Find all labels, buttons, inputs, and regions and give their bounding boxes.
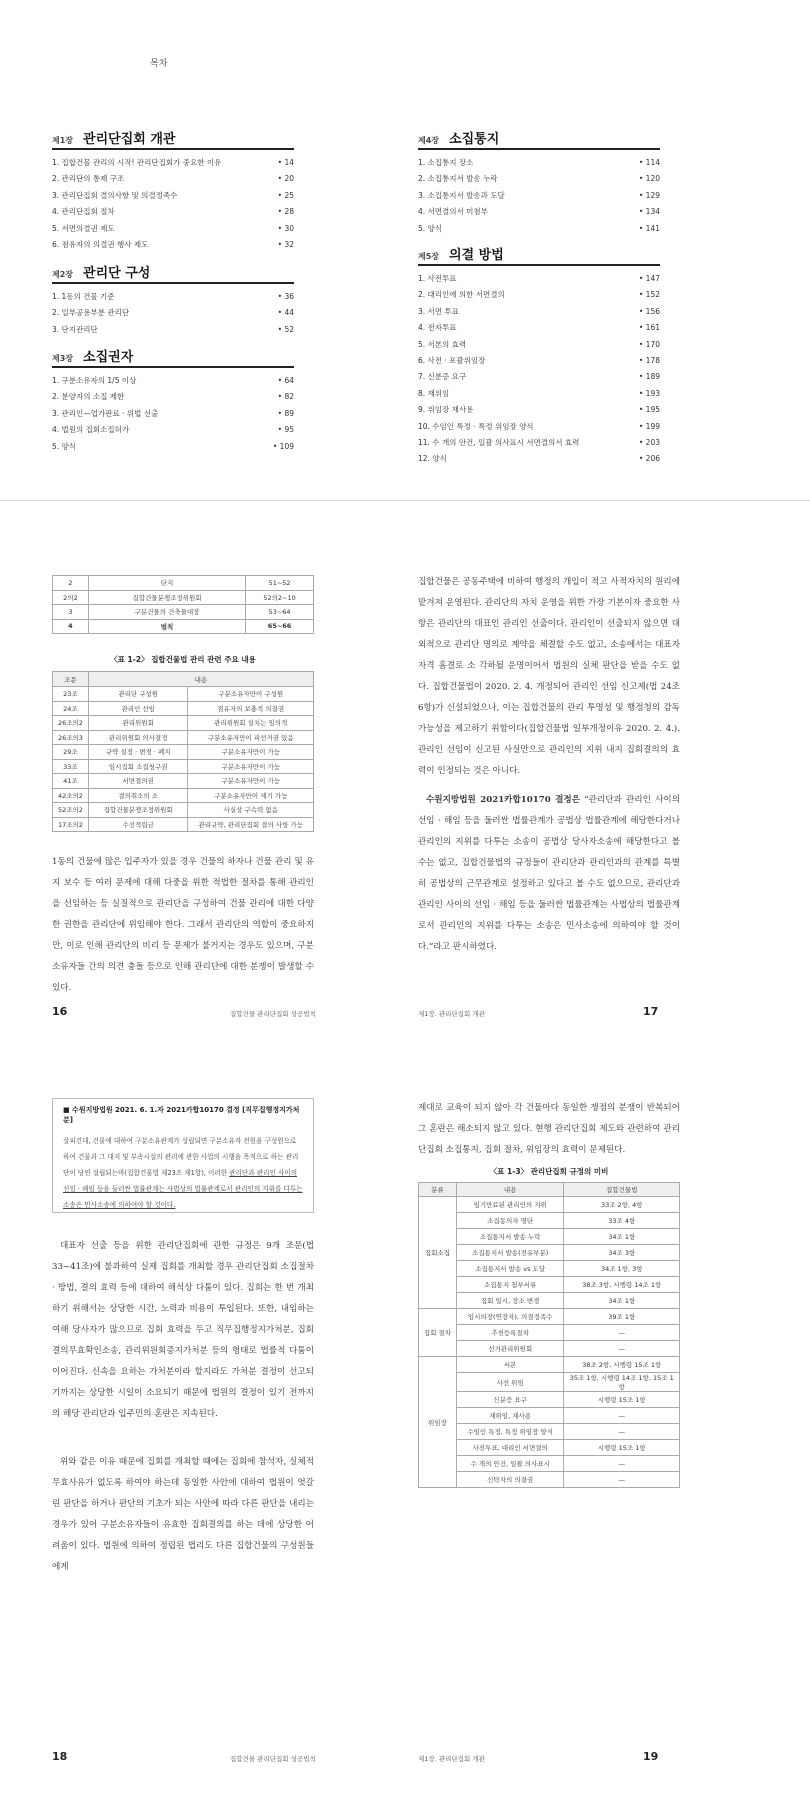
toc-entry-page: • 147 bbox=[638, 274, 660, 283]
toc-entry-page: • 52 bbox=[277, 324, 294, 334]
toc-entry[interactable] bbox=[52, 439, 294, 455]
toc-entry-page: • 170 bbox=[638, 339, 660, 349]
table-cell: 24조 bbox=[53, 701, 89, 716]
table-row bbox=[53, 590, 314, 605]
toc-entry-page: • 189 bbox=[638, 372, 660, 382]
table-row bbox=[53, 788, 314, 803]
table-row bbox=[53, 817, 314, 832]
table-row bbox=[419, 1245, 680, 1261]
table-cell: — bbox=[564, 1325, 680, 1341]
toc-entry-page: • 44 bbox=[277, 308, 294, 318]
p18-body-2: 위와 같은 이유 때문에 집회를 개최할 때에는 집회에 참석자, 실체적 무효사유가 없도록 하여야 하는데 동일한 사안에 대하여 법원이 엇갈린 판단을 하거나 판단의 기초가 되는 사안에 따라 다른 판단을 내리는 경우가 있어 구분소유자들이 유효한 집회결의를 하는 데에 상당한 어려움이 있다. 법원에 의하여 정립된 법리도 다른 집합건물의 구성원들에게 bbox=[52, 1457, 314, 1572]
toc-entry-title: 2. 관리단의 통제 구조 bbox=[52, 174, 125, 184]
table-cell: 구분소유자만이 가능 bbox=[188, 774, 314, 789]
toc-entry-title: 5. 서본의 효력 bbox=[418, 339, 467, 349]
toc-entry[interactable] bbox=[418, 353, 660, 369]
table-cell: 33조 bbox=[53, 759, 89, 774]
toc-entry[interactable] bbox=[418, 419, 660, 435]
table-row bbox=[419, 1456, 680, 1472]
toc-entry-page: • 14 bbox=[277, 158, 294, 167]
toc-entry[interactable] bbox=[418, 188, 660, 204]
toc-entry-title: 2. 소집통지서 발송 누락 bbox=[418, 174, 498, 184]
table-row bbox=[53, 759, 314, 774]
toc-entry-page: • 20 bbox=[277, 174, 294, 184]
table-cell: 시행령 15조 1항 bbox=[564, 1392, 680, 1408]
table-cell: 수선적립금 bbox=[88, 817, 188, 832]
toc-entry-page: • 203 bbox=[638, 438, 660, 448]
table-row bbox=[419, 1261, 680, 1277]
table-cell: 선거관리위원회 bbox=[456, 1341, 564, 1357]
toc-entry-page: • 120 bbox=[638, 174, 660, 184]
p16-body: 1동의 건물에 많은 입주자가 있을 경우 건물의 하자나 건물 관리 및 유지 보수 등 여러 문제에 대해 다중을 위한 적법한 절차를 통해 관리인을 선임하는 등 실질적으로 관리단을 구성하여 건물 관리에 대한 다양한 권한을 관리단에 위임해야 한다. 그래서 관리단의 역할이 중요하지만, 이로 인해 관리단의 비리 등 문제가 불거지는 경우도 있으며, 구분소유자들 간의 의견 충돌 등으로 인해 관리단에 대한 분쟁이 발생할 수 있다. bbox=[52, 857, 314, 993]
toc-entry-page: • 36 bbox=[277, 292, 294, 301]
table-cell: 벌칙 bbox=[88, 619, 245, 634]
toc-entry[interactable] bbox=[52, 373, 294, 389]
p18-box-title: ■ 수원지방법원 2021. 6. 1.자 2021카합10170 결정 [직무집행정지가처분] bbox=[63, 1106, 300, 1124]
toc-entry[interactable] bbox=[418, 204, 660, 220]
table-cell: 결의취소의 소 bbox=[88, 788, 188, 803]
toc-entry[interactable] bbox=[418, 386, 660, 402]
p17-body-1: 집합건물은 공동주택에 비하여 행정의 개입이 적고 사적자치의 원리에 맡겨져 운영된다. 관리단의 자치 운영을 위한 가장 기본이자 중요한 사항은 관리단의 대표인 관리인 선출이다. 관리인이 선출되지 않으면 대외적으로 관리단 명의로 계약을 체결할 수도 없고, 소송에서는 대표자 자격 흠결로 소 각하될 운명이어서 법원의 실체 판단을 받을 수도 없다. 집합건물법이 2020. 2. 4. 개정되어 관리인 선임 신고제(법 24조 6항)가 신설되었으나, 이는 집합건물의 관리 투명성 및 행정청의 감독 가능성을 제고하기 위함이다(집합건물법 일부개정이유 2020. 2. 4.). 관리인 선임이 신고된 사실만으로 관리인의 지위 내지 집회결의의 효력이 인정되는 것은 아니다. bbox=[418, 577, 680, 776]
table-cell: 임시집회 소집청구권 bbox=[88, 759, 188, 774]
toc-entry-title: 3. 관리인—업가판료 · 위법 선출 bbox=[52, 408, 159, 418]
table-cell: 구분소유자만이 피선거권 있음 bbox=[188, 730, 314, 745]
group-label: 위임장 bbox=[419, 1357, 457, 1488]
table-row bbox=[419, 1357, 680, 1373]
table-row bbox=[419, 1277, 680, 1293]
toc-entry-title: 3. 소집통지서 발송과 도달 bbox=[418, 190, 505, 200]
table-cell: 서본 bbox=[456, 1357, 564, 1373]
table-cell: 수 개의 안건, 일괄 의사표시 bbox=[456, 1456, 564, 1472]
toc-entry[interactable] bbox=[418, 221, 660, 237]
table-cell: 23조 bbox=[53, 687, 89, 702]
toc-entry[interactable] bbox=[418, 337, 660, 353]
table-cell: 17조의2 bbox=[53, 817, 89, 832]
toc-entry-page: • 178 bbox=[638, 356, 660, 366]
p18-body-1: 대표자 선출 등을 위한 관리단집회에 관한 규정은 9개 조문(법 33~41조)에 불과하여 실제 집회를 개최할 경우 관리단집회 소집절차 · 방법, 결의 효력 등에 대하여 해석상 다툼이 있다. 집회는 한 번 개최하기 위해서는 상당한 시간, 노력과 비용이 투입된다. 또한, 내임하는 여해 당사자가 많으므로 집회 효력을 두고 직무집행정지가처분, 집회결의무효확인소송, 관리위원회증지가처분 등의 형태로 법률적 다툼이 이어진다. 신속을 요하는 가처분이라 할지라도 가처분 결정이 선고되기까지는 상당한 시일이 소요되기 때문에 법원의 결정이 있기 전까지의 해당 관리단과 입주민의 혼란은 지속된다. bbox=[52, 1241, 314, 1419]
toc-entry-title: 2. 일부공용부분 관리단 bbox=[52, 308, 130, 318]
p17-footer: 제1장. 관리단집회 개관 bbox=[418, 1010, 485, 1018]
table-cell: 소집통지서 발송 누락 bbox=[456, 1229, 564, 1245]
table-cell: 소집통지서 발송 vs 도달 bbox=[456, 1261, 564, 1277]
toc-entry-title: 3. 서면 투표 bbox=[418, 306, 459, 316]
table-row bbox=[419, 1197, 680, 1213]
p18-page-number: 18 bbox=[52, 1750, 68, 1763]
toc-entry[interactable] bbox=[418, 402, 660, 418]
toc-entry[interactable] bbox=[52, 406, 294, 422]
toc-entry-page: • 28 bbox=[277, 207, 294, 217]
table-cell: 임기만료된 관리인의 지위 bbox=[456, 1197, 564, 1213]
table-cell: 재위임, 재사용 bbox=[456, 1408, 564, 1424]
toc-entry[interactable] bbox=[52, 188, 294, 204]
chapter-number: 제1장 bbox=[52, 136, 74, 145]
toc-entry-page: • 141 bbox=[638, 223, 660, 233]
chapter-heading bbox=[52, 128, 175, 147]
table-row bbox=[419, 1213, 680, 1229]
table-row bbox=[53, 745, 314, 760]
table-cell: 관리단 구성원 bbox=[88, 687, 188, 702]
toc-entry-page: • 114 bbox=[638, 158, 660, 167]
table-row bbox=[53, 774, 314, 789]
toc-entry-page: • 25 bbox=[277, 190, 294, 200]
p17-page-number: 17 bbox=[643, 1005, 659, 1018]
th-article: 조문 bbox=[53, 672, 89, 687]
toc-entry-title: 2. 대리인에 의한 서면결의 bbox=[418, 290, 505, 300]
toc-entry-title: 5. 양식 bbox=[418, 223, 443, 233]
chapter-toc-list bbox=[418, 271, 660, 468]
toc-entry[interactable] bbox=[52, 221, 294, 237]
th-category: 분류 bbox=[419, 1183, 457, 1197]
toc-entry-title: 7. 신분증 요구 bbox=[418, 372, 467, 382]
chapter-heading bbox=[418, 244, 504, 263]
toc-entry-title: 4. 서면결의서 미첨부 bbox=[418, 207, 488, 217]
toc-entry[interactable] bbox=[418, 320, 660, 336]
toc-entry[interactable] bbox=[52, 204, 294, 220]
table-row bbox=[419, 1293, 680, 1309]
toc-entry-page: • 95 bbox=[277, 425, 294, 435]
p16-chapter-table bbox=[52, 575, 314, 634]
table-cell: 관리위원회 설치는 임의적 bbox=[188, 716, 314, 731]
toc-entry[interactable] bbox=[52, 422, 294, 438]
toc-entry-title: 3. 관리단집회 결의사항 및 의결정족수 bbox=[52, 190, 178, 200]
group-label: 집회소집 bbox=[419, 1197, 457, 1309]
toc-entry[interactable] bbox=[418, 369, 660, 385]
table-cell: 2의2 bbox=[53, 590, 89, 605]
toc-entry-page: • 152 bbox=[638, 290, 660, 300]
table-cell: 39조 1항 bbox=[564, 1309, 680, 1325]
table-cell: 사전 위임 bbox=[456, 1373, 564, 1392]
table-cell: 소집통지 첨부서류 bbox=[456, 1277, 564, 1293]
table-cell: 35조 1항, 시행령 14조 1항, 15조 1항 bbox=[564, 1373, 680, 1392]
toc-entry-page: • 195 bbox=[638, 405, 660, 415]
toc-entry[interactable] bbox=[52, 289, 294, 305]
table-cell: 34조 1항 bbox=[564, 1229, 680, 1245]
table-cell: 33조 4항 bbox=[564, 1213, 680, 1229]
toc-entry[interactable] bbox=[52, 155, 294, 171]
table-cell: 구분소유자만이 가능 bbox=[188, 759, 314, 774]
toc-entry-title: 3. 단지관리단 bbox=[52, 324, 98, 334]
chapter-toc-list bbox=[52, 373, 294, 455]
table-cell: 수임인 특정, 특정 위임장 양식 bbox=[456, 1424, 564, 1440]
toc-entry-page: • 64 bbox=[277, 376, 294, 385]
table-cell: 신탁자의 의결권 bbox=[456, 1472, 564, 1488]
table-row bbox=[419, 1408, 680, 1424]
toc-entry-title: 4. 관리단집회 절차 bbox=[52, 207, 115, 217]
table-cell: 사실상 구속력 없음 bbox=[188, 803, 314, 818]
p17-body-2: 수원지방법원 2021카합10170 결정은 “관리단과 관리인 사이의 선임 · 해임 등을 둘러싼 법률관계가 공법상 법률관계에 해당한다거나 관리인의 지위를 다투는 소송이 공법상 당사자소송에 해당한다고 볼 수는 없고, 집합건물법의 규정들이 관리단과 관리인과의 관계를 특별히 공법상의 근무관계로 설정하고 있다고 볼 수도 없으므로, 관리단과 관리인 사이의 선임 · 해임 등을 둘러싼 법률관계는 사법상의 법률관계로서 관리인의 지위를 다투는 소송은 민사소송에 의하여야 할 것이다.”라고 판시하였다. bbox=[418, 795, 680, 952]
table-row bbox=[419, 1373, 680, 1392]
toc-entry-title: 6. 점유자의 의결권 행사 제도 bbox=[52, 240, 149, 250]
chapter-title: 의결 방법 bbox=[449, 248, 504, 263]
chapter-heading bbox=[418, 128, 499, 147]
table-cell: 33조 2항, 4항 bbox=[564, 1197, 680, 1213]
chapter-toc-list bbox=[52, 289, 294, 338]
table-cell: 52의2~10 bbox=[246, 590, 314, 605]
table-cell: 4 bbox=[53, 619, 89, 634]
chapter-title: 소집권자 bbox=[83, 350, 134, 365]
toc-entry-title: 4. 법원의 집회소집허가 bbox=[52, 425, 130, 435]
table-cell: 임시의장(연장자), 의결정족수 bbox=[456, 1309, 564, 1325]
table-row bbox=[53, 687, 314, 702]
table-row bbox=[53, 730, 314, 745]
table-cell: 관리위원회 bbox=[88, 716, 188, 731]
toc-entry-title: 1. 집합건물 관리의 시작! 관리단집회가 중요한 이유 bbox=[52, 158, 222, 167]
toc-entry-page: • 129 bbox=[638, 190, 660, 200]
table-cell: 소집통지서 발송(전유부분) bbox=[456, 1245, 564, 1261]
toc-entry-title: 4. 전자투표 bbox=[418, 323, 457, 333]
toc-entry[interactable] bbox=[418, 171, 660, 187]
chapter-number: 제5장 bbox=[418, 252, 440, 261]
chapter-number: 제4장 bbox=[418, 136, 440, 145]
chapter-toc-list bbox=[418, 155, 660, 237]
toc-header: 목차 bbox=[150, 59, 168, 69]
p16-main-table bbox=[52, 671, 314, 832]
toc-entry-title: 5. 서면의결권 제도 bbox=[52, 223, 115, 233]
toc-entry[interactable] bbox=[418, 435, 660, 451]
toc-entry[interactable] bbox=[418, 451, 660, 467]
chapter-rule bbox=[52, 282, 294, 284]
table-cell: 구분소유자만이 제기 가능 bbox=[188, 788, 314, 803]
toc-entry-title: 1. 사전투표 bbox=[418, 274, 457, 283]
table-cell: 단지 bbox=[88, 576, 245, 591]
table-cell: 구분건물의 건축물대장 bbox=[88, 605, 245, 620]
table-row bbox=[419, 1440, 680, 1456]
chapter-number: 제2장 bbox=[52, 270, 74, 279]
group-label: 집회 절차 bbox=[419, 1309, 457, 1357]
table-cell: 집회 일시, 장소 변경 bbox=[456, 1293, 564, 1309]
toc-entry-title: 8. 재위임 bbox=[418, 388, 450, 398]
table-cell: 34조 3항 bbox=[564, 1245, 680, 1261]
table-cell: 3 bbox=[53, 605, 89, 620]
toc-entry-title: 2. 분양자의 소집 제한 bbox=[52, 392, 125, 402]
toc-entry[interactable] bbox=[418, 155, 660, 171]
table-row bbox=[419, 1472, 680, 1488]
table-cell: 소집동의자 명단 bbox=[456, 1213, 564, 1229]
chapter-toc-list bbox=[52, 155, 294, 253]
chapter-rule bbox=[52, 148, 294, 150]
toc-entry[interactable] bbox=[52, 389, 294, 405]
table-cell: — bbox=[564, 1424, 680, 1440]
toc-entry-title: 1. 소집통지 장소 bbox=[418, 158, 474, 167]
p16-footer: 집합건물 관리단집회 성공법칙 bbox=[230, 1010, 316, 1018]
table-row bbox=[419, 1424, 680, 1440]
table-cell: 추천등록절차 bbox=[456, 1325, 564, 1341]
p18-ruling-box bbox=[52, 1098, 314, 1213]
table-cell: 52조의2 bbox=[53, 803, 89, 818]
table-row bbox=[53, 803, 314, 818]
table-row bbox=[53, 619, 314, 634]
table-cell: 38조 2항, 시행령 15조 1항 bbox=[564, 1357, 680, 1373]
toc-entry-page: • 206 bbox=[638, 454, 660, 464]
toc-entry-title: 1. 구분소유자의 1/5 이상 bbox=[52, 376, 137, 385]
toc-entry[interactable] bbox=[418, 304, 660, 320]
table-cell: 2 bbox=[53, 576, 89, 591]
table-cell: 집합건물분쟁조정위원회 bbox=[88, 803, 188, 818]
toc-entry-page: • 134 bbox=[638, 207, 660, 217]
table-cell: 51~52 bbox=[246, 576, 314, 591]
th-content: 내용 bbox=[456, 1183, 564, 1197]
toc-entry-title: 1. 1동의 건물 기준 bbox=[52, 292, 115, 301]
p18-box-text: 살피건대, 건물에 대하여 구분소유관계가 성립되면 구분소유자 전원을 구성원으로 하여 건물과 그 대지 및 부속시설의 관리에 관한 사업의 시행을 목적으로 하는 관리단이 당연 설립되는바(집합건물법 제23조 제1항), 이러한 관리단과 관리인 사이의 선임 · 해임 등을 둘러싼 법률관계는 사법상의 법률관계로서 관리인의 지위를 다투는 소송은 민사소송에 의하여야 할 것이다. bbox=[63, 1137, 303, 1209]
table-row bbox=[419, 1341, 680, 1357]
p19-body: 제대로 교육이 되지 않아 각 건물마다 동일한 쟁점의 분쟁이 반복되어 그 혼란은 해소되지 않고 있다. 현행 관리단집회 제도와 관련하여 관리단집회 소집통지, 집회 절차, 위임장의 효력이 문제된다. bbox=[418, 1103, 680, 1155]
toc-entry-page: • 161 bbox=[638, 323, 660, 333]
table-cell: — bbox=[564, 1456, 680, 1472]
toc-entry[interactable] bbox=[418, 271, 660, 287]
p19-table-caption: 〈표 1-3〉 관리단집회 규정의 미비 bbox=[489, 1167, 609, 1176]
table-row bbox=[419, 1325, 680, 1341]
table-row bbox=[419, 1392, 680, 1408]
table-cell: 사전투표, 대리인 서면결의 bbox=[456, 1440, 564, 1456]
chapter-rule bbox=[418, 148, 660, 150]
table-cell: 26조의3 bbox=[53, 730, 89, 745]
table-cell: 시행령 15조 1항 bbox=[564, 1440, 680, 1456]
chapter-title: 관리단집회 개관 bbox=[83, 132, 176, 147]
chapter-heading bbox=[52, 262, 150, 281]
chapter-rule bbox=[52, 366, 294, 368]
table-cell: 38조 3항, 시행령 14조 1항 bbox=[564, 1277, 680, 1293]
table-cell: 집합건물분쟁조정위원회 bbox=[88, 590, 245, 605]
toc-entry-page: • 82 bbox=[277, 392, 294, 402]
th-content: 내용 bbox=[88, 672, 313, 687]
toc-entry-title: 10. 수임인 특정 · 특정 위임장 양식 bbox=[418, 421, 534, 431]
table-cell: 26조의2 bbox=[53, 716, 89, 731]
toc-entry-page: • 109 bbox=[272, 441, 294, 451]
table-cell: — bbox=[564, 1472, 680, 1488]
p18-footer: 집합건물 관리단집회 성공법칙 bbox=[230, 1755, 316, 1763]
chapter-rule bbox=[418, 264, 660, 266]
table-cell: 구분소유자만이 구성원 bbox=[188, 687, 314, 702]
toc-entry-page: • 193 bbox=[638, 388, 660, 398]
table-cell: — bbox=[564, 1341, 680, 1357]
p19-table bbox=[418, 1182, 680, 1488]
toc-entry-title: 5. 양식 bbox=[52, 441, 77, 451]
toc-entry[interactable] bbox=[52, 237, 294, 253]
toc-entry-title: 11. 수 개의 안건, 일괄 의사표시 서면결의서 효력 bbox=[418, 438, 580, 448]
p16-page-number: 16 bbox=[52, 1005, 68, 1018]
table-cell: 신분증 요구 bbox=[456, 1392, 564, 1408]
p16-table-caption: 〈표 1-2〉 집합건물법 관리 관련 주요 내용 bbox=[110, 655, 256, 664]
table-cell: 41조 bbox=[53, 774, 89, 789]
chapter-heading bbox=[52, 346, 133, 365]
toc-entry[interactable] bbox=[418, 287, 660, 303]
chapter-number: 제3장 bbox=[52, 354, 74, 363]
table-cell: 서면결의권 bbox=[88, 774, 188, 789]
table-cell: 34조 1항 bbox=[564, 1293, 680, 1309]
table-cell: 관리인 선임 bbox=[88, 701, 188, 716]
table-row bbox=[53, 576, 314, 591]
toc-entry[interactable] bbox=[52, 171, 294, 187]
table-cell: 29조 bbox=[53, 745, 89, 760]
table-row bbox=[53, 605, 314, 620]
p19-page-number: 19 bbox=[643, 1750, 659, 1763]
table-cell: 53~64 bbox=[246, 605, 314, 620]
table-cell: 관리규약, 관리단집회 결의 사항 가능 bbox=[188, 817, 314, 832]
table-cell: 점유자의 보충적 의결권 bbox=[188, 701, 314, 716]
th-law: 집합건물법 bbox=[564, 1183, 680, 1197]
toc-entry[interactable] bbox=[52, 322, 294, 338]
table-row bbox=[419, 1309, 680, 1325]
toc-entry-page: • 89 bbox=[277, 408, 294, 418]
table-row bbox=[419, 1229, 680, 1245]
p19-footer: 제1장. 관리단집회 개관 bbox=[418, 1755, 485, 1763]
table-cell: — bbox=[564, 1408, 680, 1424]
toc-entry-page: • 32 bbox=[277, 240, 294, 250]
toc-entry-page: • 30 bbox=[277, 223, 294, 233]
toc-entry-page: • 199 bbox=[638, 421, 660, 431]
table-cell: 구분소유자만이 가능 bbox=[188, 745, 314, 760]
table-cell: 34조 1항, 3항 bbox=[564, 1261, 680, 1277]
table-cell: 65~66 bbox=[246, 619, 314, 634]
table-row bbox=[53, 701, 314, 716]
toc-entry-title: 12. 양식 bbox=[418, 454, 447, 464]
toc-entry-title: 6. 사전 · 포괄위임장 bbox=[418, 356, 486, 366]
table-cell: 42조의2 bbox=[53, 788, 89, 803]
chapter-title: 소집통지 bbox=[449, 132, 500, 147]
toc-entry-page: • 156 bbox=[638, 306, 660, 316]
chapter-title: 관리단 구성 bbox=[83, 266, 151, 281]
table-cell: 규약 설정 · 변경 · 폐지 bbox=[88, 745, 188, 760]
page-divider bbox=[0, 500, 810, 501]
table-cell: 관리위원회 의사결정 bbox=[88, 730, 188, 745]
toc-entry[interactable] bbox=[52, 305, 294, 321]
table-row bbox=[53, 716, 314, 731]
toc-entry-title: 9. 위임장 재사용 bbox=[418, 405, 474, 415]
p17-ruling-title: 수원지방법원 2021카합10170 결정은 bbox=[426, 795, 581, 805]
